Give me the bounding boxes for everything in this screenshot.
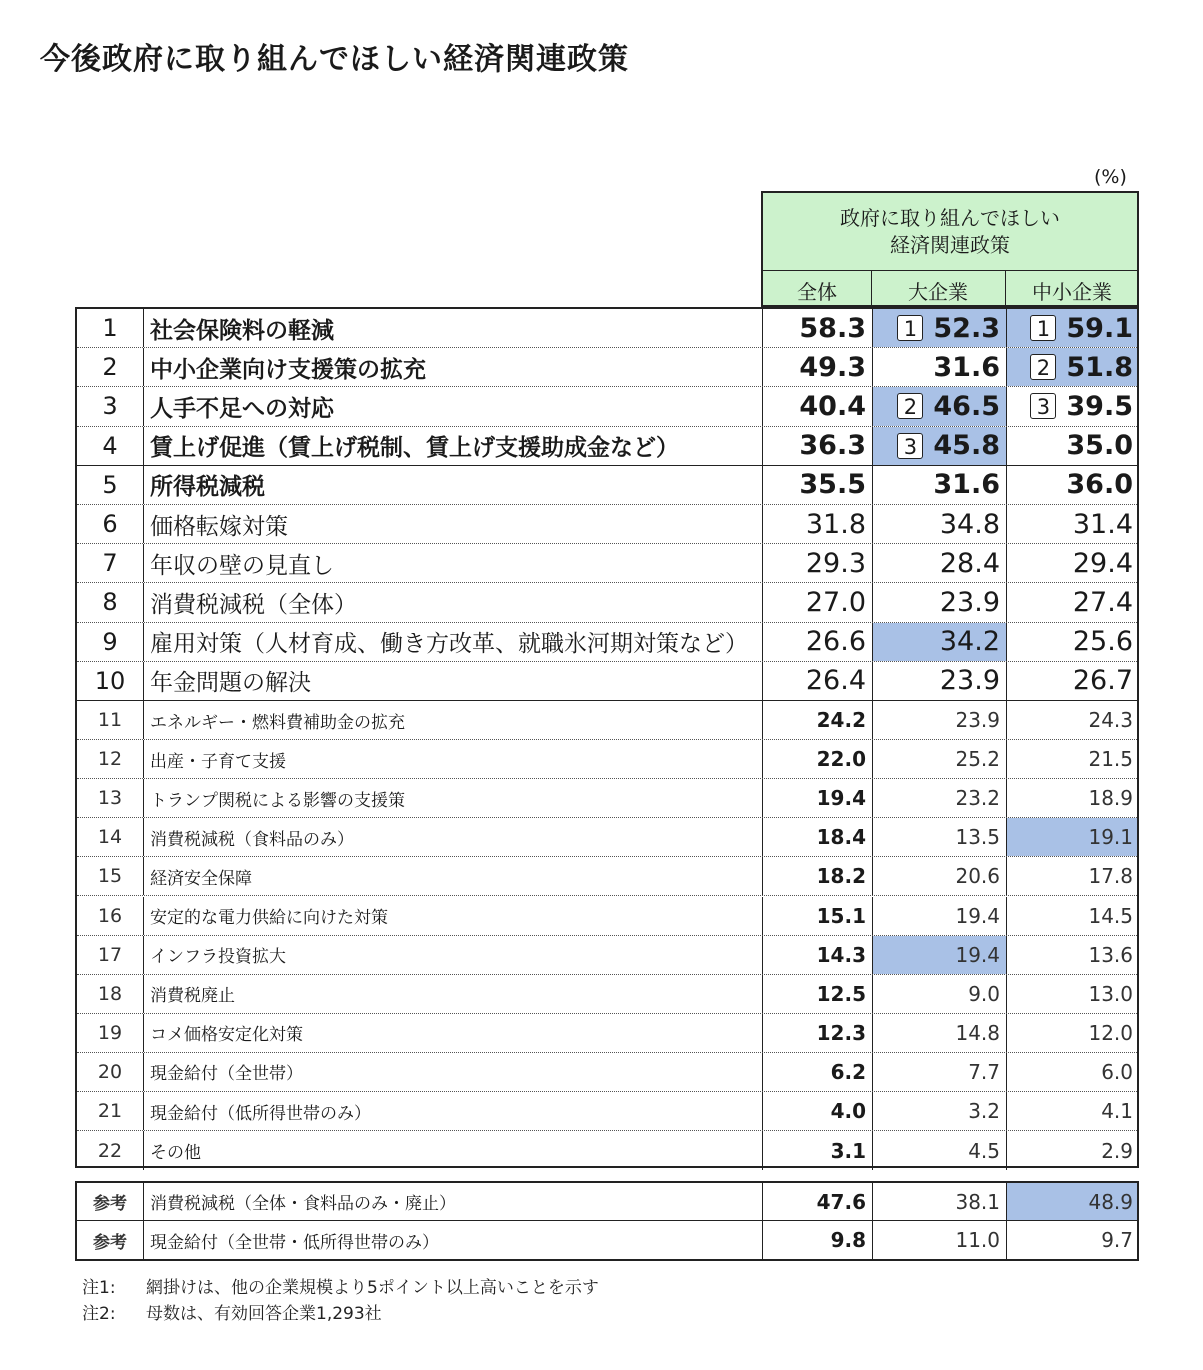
- large-company-value: 31.6: [933, 351, 1000, 383]
- policy-item-cell: [144, 1221, 763, 1259]
- rank-cell: [77, 387, 144, 425]
- all-cell: [763, 466, 873, 504]
- rank-badge: 3: [897, 433, 923, 459]
- all-value: 31.8: [805, 508, 866, 540]
- sme-cell: [1007, 505, 1137, 543]
- large-company-value: 11.0: [955, 1228, 1000, 1252]
- sme-cell: [1007, 623, 1137, 661]
- large-company-value: 19.4: [955, 903, 1000, 928]
- sme-value: 25.6: [1072, 626, 1133, 658]
- all-value: 12.3: [816, 1020, 866, 1045]
- sme-value: 6.0: [1101, 1059, 1133, 1084]
- rank-cell: [77, 544, 144, 582]
- rank-badge: 3: [1030, 393, 1056, 419]
- sme-value: 9.7: [1101, 1228, 1133, 1252]
- table-row: [77, 1131, 1137, 1170]
- sme-cell: [1007, 1014, 1137, 1052]
- policy-item-cell: [144, 936, 763, 974]
- large-company-cell: [873, 779, 1007, 817]
- all-cell: [763, 1092, 873, 1130]
- large-company-cell: [873, 427, 1007, 465]
- table-row: [77, 857, 1137, 896]
- large-company-value: 52.3: [933, 312, 1000, 344]
- rank-number: 5: [102, 470, 118, 499]
- table-row: [77, 975, 1137, 1014]
- all-cell: [763, 1221, 873, 1259]
- sme-value: 12.0: [1088, 1020, 1133, 1045]
- large-company-value: 34.2: [939, 626, 1000, 658]
- note-2-label: 注2:: [82, 1304, 116, 1324]
- rank-number: 9: [102, 627, 118, 656]
- policy-item-label: 価格転嫁対策: [150, 513, 288, 540]
- policy-item-cell: [144, 779, 763, 817]
- large-company-cell: [873, 1221, 1007, 1259]
- sme-cell: [1007, 975, 1137, 1013]
- note-2: [82, 1301, 599, 1327]
- sme-cell: [1007, 818, 1137, 856]
- large-company-cell: [873, 897, 1007, 935]
- rank-cell: [77, 740, 144, 778]
- large-company-value: 28.4: [939, 547, 1000, 579]
- table-row: [77, 662, 1137, 701]
- policy-item-label: 消費税減税（全体・食料品のみ・廃止）: [150, 1194, 456, 1214]
- rank-cell: [77, 936, 144, 974]
- column-header-sme: 中小企業: [1032, 280, 1112, 304]
- rank-cell: [77, 309, 144, 347]
- policy-item-cell: [144, 975, 763, 1013]
- large-company-value: 45.8: [933, 430, 1000, 462]
- all-cell: [763, 1183, 873, 1220]
- sme-cell: [1007, 1053, 1137, 1091]
- rank-cell: [77, 583, 144, 621]
- large-company-cell: [873, 544, 1007, 582]
- all-cell: [763, 309, 873, 347]
- all-cell: [763, 427, 873, 465]
- rank-cell: [77, 701, 144, 739]
- large-company-value: 14.8: [955, 1020, 1000, 1045]
- all-value: 24.2: [816, 708, 866, 733]
- sme-value: 21.5: [1088, 747, 1133, 772]
- sme-cell: [1007, 348, 1137, 386]
- all-value: 4.0: [830, 1099, 866, 1124]
- policy-item-label: 所得税減税: [150, 474, 265, 501]
- rank-cell: [77, 1014, 144, 1052]
- sme-value: 36.0: [1066, 469, 1133, 501]
- sme-cell: [1007, 1092, 1137, 1130]
- column-header-all: 全体: [797, 280, 837, 304]
- rank-number: 18: [97, 982, 123, 1005]
- table-row: [77, 466, 1137, 505]
- sme-value: 13.0: [1088, 981, 1133, 1006]
- policy-item-label: その他: [150, 1143, 201, 1164]
- policy-item-cell: [144, 1053, 763, 1091]
- large-company-value: 34.8: [939, 508, 1000, 540]
- note-1-text: 網掛けは、他の企業規模より5ポイント以上高いことを示す: [146, 1278, 599, 1298]
- rank-number: 3: [102, 392, 118, 421]
- large-company-value: 38.1: [955, 1189, 1000, 1214]
- policy-item-cell: [144, 1092, 763, 1130]
- policy-item-label: インフラ投資拡大: [150, 947, 286, 968]
- table-row: [77, 1014, 1137, 1053]
- all-cell: [763, 897, 873, 935]
- sme-value: 17.8: [1088, 864, 1133, 889]
- table-row: [77, 348, 1137, 387]
- rank-badge: 2: [897, 393, 923, 419]
- large-company-cell: [873, 936, 1007, 974]
- sme-value: 18.9: [1088, 786, 1133, 811]
- policy-item-label: 経済安全保障: [150, 868, 252, 889]
- table-row: [77, 897, 1137, 936]
- large-company-cell: [873, 623, 1007, 661]
- all-value: 27.0: [805, 586, 866, 618]
- large-company-cell: [873, 1014, 1007, 1052]
- all-value: 18.2: [816, 864, 866, 889]
- large-company-cell: [873, 857, 1007, 895]
- rank-number: 13: [97, 787, 123, 810]
- large-company-cell: [873, 466, 1007, 504]
- policy-item-label: 人手不足への対応: [150, 395, 334, 422]
- rank-cell: [77, 662, 144, 700]
- rank-cell: [77, 1053, 144, 1091]
- all-value: 29.3: [805, 547, 866, 579]
- policy-item-label: 現金給付（全世帯）: [150, 1064, 303, 1085]
- all-value: 26.4: [805, 665, 866, 697]
- sme-value: 48.9: [1088, 1189, 1133, 1214]
- sme-cell: [1007, 309, 1137, 347]
- policy-item-cell: [144, 740, 763, 778]
- rank-number: 17: [97, 943, 123, 966]
- all-cell: [763, 975, 873, 1013]
- policy-table: [75, 307, 1139, 1168]
- rank-number: 6: [102, 510, 118, 539]
- all-value: 35.5: [799, 469, 866, 501]
- sme-cell: [1007, 936, 1137, 974]
- sme-value: 35.0: [1066, 430, 1133, 462]
- policy-item-cell: [144, 857, 763, 895]
- sme-value: 27.4: [1072, 586, 1133, 618]
- large-company-cell: [873, 309, 1007, 347]
- policy-item-cell: [144, 427, 763, 465]
- large-company-cell: [873, 740, 1007, 778]
- sme-value: 24.3: [1088, 708, 1133, 733]
- all-cell: [763, 1053, 873, 1091]
- all-value: 14.3: [816, 942, 866, 967]
- all-cell: [763, 505, 873, 543]
- large-company-value: 4.5: [968, 1138, 1000, 1163]
- policy-item-label: 安定的な電力供給に向けた対策: [150, 908, 388, 929]
- policy-item-cell: [144, 818, 763, 856]
- policy-item-cell: [144, 701, 763, 739]
- policy-item-label: 雇用対策（人材育成、働き方改革、就職氷河期対策など）: [150, 631, 748, 658]
- rank-number: 2: [102, 353, 118, 382]
- rank-number: 20: [97, 1060, 123, 1083]
- all-cell: [763, 779, 873, 817]
- large-company-value: 46.5: [933, 390, 1000, 422]
- policy-item-label: 消費税減税（全体）: [150, 591, 357, 618]
- sme-cell: [1007, 701, 1137, 739]
- policy-item-label: コメ価格安定化対策: [150, 1025, 303, 1046]
- all-cell: [763, 623, 873, 661]
- note-2-text: 母数は、有効回答企業1,293社: [146, 1304, 382, 1324]
- rank-cell: [77, 818, 144, 856]
- large-company-cell: [873, 818, 1007, 856]
- reference-row: [77, 1221, 1137, 1259]
- large-company-value: 23.9: [939, 665, 1000, 697]
- all-value: 12.5: [816, 981, 866, 1006]
- large-company-cell: [873, 583, 1007, 621]
- table-row: [77, 701, 1137, 740]
- note-1: [82, 1275, 599, 1301]
- sme-value: 31.4: [1072, 508, 1133, 540]
- policy-item-label: 年収の壁の見直し: [150, 552, 334, 579]
- sme-cell: [1007, 857, 1137, 895]
- rank-number: 15: [97, 865, 123, 888]
- policy-item-label: 現金給付（全世帯・低所得世帯のみ）: [150, 1232, 439, 1253]
- all-value: 22.0: [816, 747, 866, 772]
- all-cell: [763, 387, 873, 425]
- sme-cell: [1007, 1131, 1137, 1170]
- rank-cell: [77, 897, 144, 935]
- header-group-title-line1: 政府に取り組んでほしい: [840, 206, 1060, 230]
- table-row: [77, 740, 1137, 779]
- rank-cell: [77, 1131, 144, 1170]
- rank-cell: [77, 1183, 144, 1220]
- unit-label: (%): [1094, 166, 1127, 188]
- all-cell: [763, 740, 873, 778]
- policy-item-cell: [144, 505, 763, 543]
- sme-cell: [1007, 662, 1137, 700]
- table-row: [77, 309, 1137, 348]
- policy-item-label: トランプ関税による影響の支援策: [150, 790, 405, 811]
- rank-number: 参考: [93, 1232, 127, 1253]
- rank-number: 22: [97, 1139, 123, 1162]
- sme-value: 4.1: [1101, 1099, 1133, 1124]
- all-value: 49.3: [799, 351, 866, 383]
- large-company-cell: [873, 348, 1007, 386]
- rank-number: 14: [97, 826, 123, 849]
- sme-value: 51.8: [1066, 351, 1133, 383]
- all-cell: [763, 857, 873, 895]
- all-value: 47.6: [816, 1189, 866, 1214]
- sme-cell: [1007, 466, 1137, 504]
- sme-value: 14.5: [1088, 903, 1133, 928]
- large-company-value: 9.0: [968, 981, 1000, 1006]
- large-company-cell: [873, 1092, 1007, 1130]
- page-title: 今後政府に取り組んでほしい経済関連政策: [40, 42, 629, 77]
- policy-item-label: 社会保険料の軽減: [150, 317, 334, 344]
- all-value: 15.1: [816, 903, 866, 928]
- table-row: [77, 583, 1137, 622]
- all-cell: [763, 662, 873, 700]
- header-group-title: [763, 205, 1137, 259]
- table-row: [77, 818, 1137, 857]
- policy-item-label: 消費税減税（食料品のみ）: [150, 829, 354, 850]
- policy-item-cell: [144, 309, 763, 347]
- all-value: 26.6: [805, 626, 866, 658]
- large-company-value: 20.6: [955, 864, 1000, 889]
- all-cell: [763, 701, 873, 739]
- table-row: [77, 1053, 1137, 1092]
- rank-number: 4: [102, 431, 118, 460]
- rank-cell: [77, 975, 144, 1013]
- all-cell: [763, 818, 873, 856]
- rank-cell: [77, 505, 144, 543]
- sme-value: 19.1: [1088, 825, 1133, 850]
- reference-row: [77, 1183, 1137, 1221]
- all-value: 36.3: [799, 430, 866, 462]
- large-company-cell: [873, 505, 1007, 543]
- sme-cell: [1007, 1183, 1137, 1220]
- sme-cell: [1007, 387, 1137, 425]
- table-row: [77, 427, 1137, 466]
- note-1-label: 注1:: [82, 1278, 116, 1298]
- policy-item-cell: [144, 1183, 763, 1220]
- all-value: 19.4: [816, 786, 866, 811]
- rank-cell: [77, 1092, 144, 1130]
- large-company-value: 7.7: [968, 1059, 1000, 1084]
- all-value: 9.8: [830, 1228, 866, 1252]
- rank-cell: [77, 348, 144, 386]
- large-company-cell: [873, 701, 1007, 739]
- table-row: [77, 505, 1137, 544]
- large-company-value: 23.9: [955, 708, 1000, 733]
- large-company-value: 23.9: [939, 586, 1000, 618]
- policy-item-cell: [144, 662, 763, 700]
- all-value: 6.2: [830, 1059, 866, 1084]
- rank-number: 参考: [93, 1194, 127, 1214]
- rank-badge: 2: [1030, 354, 1056, 380]
- rank-cell: [77, 1221, 144, 1259]
- table-row: [77, 387, 1137, 426]
- policy-item-cell: [144, 348, 763, 386]
- large-company-value: 31.6: [933, 469, 1000, 501]
- rank-cell: [77, 623, 144, 661]
- large-company-value: 13.5: [955, 825, 1000, 850]
- policy-item-cell: [144, 1131, 763, 1170]
- table-row: [77, 779, 1137, 818]
- all-cell: [763, 1014, 873, 1052]
- policy-item-cell: [144, 897, 763, 935]
- policy-item-cell: [144, 544, 763, 582]
- rank-number: 8: [102, 588, 118, 617]
- rank-badge: 1: [1030, 315, 1056, 341]
- sme-cell: [1007, 1221, 1137, 1259]
- sme-cell: [1007, 427, 1137, 465]
- rank-number: 11: [97, 709, 123, 732]
- all-cell: [763, 936, 873, 974]
- table-row: [77, 936, 1137, 975]
- all-value: 3.1: [830, 1138, 866, 1163]
- rank-number: 19: [97, 1021, 123, 1044]
- sme-cell: [1007, 779, 1137, 817]
- rank-cell: [77, 466, 144, 504]
- sme-value: 13.6: [1088, 942, 1133, 967]
- all-cell: [763, 348, 873, 386]
- policy-item-label: 年金問題の解決: [150, 670, 311, 697]
- rank-number: 16: [97, 904, 123, 927]
- sme-value: 29.4: [1072, 547, 1133, 579]
- policy-item-cell: [144, 583, 763, 621]
- large-company-value: 19.4: [955, 942, 1000, 967]
- table-row: [77, 623, 1137, 662]
- policy-item-label: 消費税廃止: [150, 986, 235, 1007]
- header-col-divider: [1005, 270, 1006, 305]
- policy-item-cell: [144, 1014, 763, 1052]
- policy-item-cell: [144, 623, 763, 661]
- large-company-value: 23.2: [955, 786, 1000, 811]
- sme-value: 39.5: [1066, 390, 1133, 422]
- large-company-cell: [873, 1053, 1007, 1091]
- all-cell: [763, 583, 873, 621]
- rank-number: 7: [102, 549, 118, 578]
- large-company-value: 25.2: [955, 747, 1000, 772]
- policy-item-label: 賃上げ促進（賃上げ税制、賃上げ支援助成金など）: [150, 435, 679, 462]
- rank-cell: [77, 427, 144, 465]
- sme-cell: [1007, 897, 1137, 935]
- large-company-cell: [873, 975, 1007, 1013]
- policy-item-label: 現金給付（低所得世帯のみ）: [150, 1103, 371, 1124]
- notes: [82, 1275, 599, 1327]
- rank-badge: 1: [897, 315, 923, 341]
- table-row: [77, 544, 1137, 583]
- large-company-cell: [873, 387, 1007, 425]
- sme-value: 2.9: [1101, 1138, 1133, 1163]
- policy-item-cell: [144, 387, 763, 425]
- rank-number: 21: [97, 1100, 123, 1123]
- all-cell: [763, 1131, 873, 1170]
- large-company-cell: [873, 662, 1007, 700]
- large-company-value: 3.2: [968, 1099, 1000, 1124]
- policy-item-label: エネルギー・燃料費補助金の拡充: [150, 712, 405, 733]
- all-value: 40.4: [799, 390, 866, 422]
- rank-number: 10: [94, 666, 126, 695]
- large-company-cell: [873, 1131, 1007, 1170]
- policy-item-label: 中小企業向け支援策の拡充: [150, 356, 426, 383]
- sme-cell: [1007, 544, 1137, 582]
- table-header: [761, 191, 1139, 307]
- all-value: 58.3: [799, 312, 866, 344]
- table-row: [77, 1092, 1137, 1131]
- policy-item-label: 出産・子育て支援: [150, 751, 286, 772]
- sme-value: 59.1: [1066, 312, 1133, 344]
- header-divider: [763, 270, 1137, 271]
- all-value: 18.4: [816, 825, 866, 850]
- all-cell: [763, 544, 873, 582]
- rank-number: 12: [97, 748, 123, 771]
- column-header-large: 大企業: [908, 280, 968, 304]
- reference-table: [75, 1181, 1139, 1261]
- policy-item-cell: [144, 466, 763, 504]
- rank-number: 1: [102, 314, 118, 343]
- sme-cell: [1007, 583, 1137, 621]
- sme-cell: [1007, 740, 1137, 778]
- rank-cell: [77, 857, 144, 895]
- sme-value: 26.7: [1072, 665, 1133, 697]
- rank-cell: [77, 779, 144, 817]
- large-company-cell: [873, 1183, 1007, 1220]
- header-group-title-line2: 経済関連政策: [890, 233, 1010, 257]
